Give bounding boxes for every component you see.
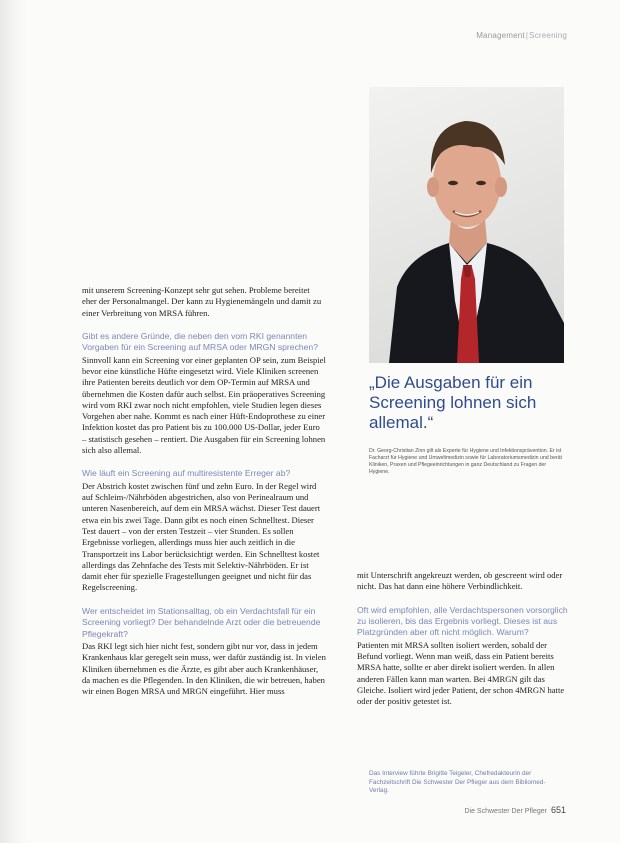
article-paragraph: Patienten mit MRSA sollten isoliert werden, sobald der Befund vorliegt. Wenn man weiß, dass ein Patient bereits MRSA hatte, sollte er aber direkt isoliert werden. In allen anderen Fällen kann man warten. Bei 4MRGN gilt das Gleiche. Isoliert wird jeder Patient, der schon 4MRGN hatte oder der positiv getestet ist. (357, 639, 565, 707)
article-column-left (82, 285, 326, 700)
photo-caption: Dr. Georg-Christian Zinn gilt als Experte für Hygiene und Infektionsprävention. Er ist Facharzt für Hygiene und Umweltmedizin sowie für Laboratoriumsmedizin und berät Kliniken, Praxen und Pflegeeinrichtungen in ganz Deutschland zu Fragen der Hygiene. (369, 448, 562, 475)
binding-shadow (0, 0, 28, 843)
interview-credit: Das Interview führte Brigitte Teigeler, Chefredakteurin der Fachzeitschrift Die Schwester Der Pfleger aus dem Bibliomed-Verlag. (369, 770, 546, 795)
page-footer (464, 805, 566, 815)
running-header (476, 31, 567, 40)
header-separator: | (525, 31, 529, 40)
page-number: 651 (550, 805, 566, 815)
footer-magazine: Die Schwester Der Pfleger (464, 808, 547, 815)
article-paragraph: mit unserem Screening-Konzept sehr gut sehen. Probleme bereitet eher der Personalmangel. Der kann zu Hygienemängeln und damit zu einer Verbreitung von MRSA führen. (82, 285, 322, 318)
interview-question: Oft wird empfohlen, alle Verdachtspersonen vorsorglich zu isolieren, bis das Ergebnis vorliegt. Dieses ist aus Platzgründen aber oft nicht möglich. Warum? (357, 604, 568, 638)
header-subsection: Screening (529, 31, 567, 40)
article-column-right (357, 570, 572, 711)
pull-quote: „Die Ausgaben für ein Screening lohnen sich allemal.“ (369, 373, 537, 432)
portrait-photo (369, 87, 564, 363)
portrait-illustration (369, 87, 564, 363)
article-paragraph: mit Unterschrift angekreuzt werden, ob gescreent wird oder nicht. Das hat dann eine höhere Verbindlichkeit. (357, 570, 563, 592)
interview-question: Wie läuft ein Screening auf multiresistente Erreger ab? (82, 468, 291, 479)
header-section: Management (476, 31, 525, 40)
interview-question: Wer entscheidet im Stationsalltag, ob ein Verdachtsfall für ein Screening vorliegt? Der behandelnde Arzt oder die betreuende Pflegekraft? (82, 605, 321, 639)
article-paragraph: Sinnvoll kann ein Screening vor einer geplanten OP sein, zum Beispiel bevor eine künstliche Hüfte eingesetzt wird. Viele Kliniken screenen ihre Patienten bereits deutlich vor dem OP-Termin auf MRSA und übernehmen die Kosten dafür auch selbst. Ein präoperatives Screening wird vom RKI zwar noch nicht empfohlen, viele Studien legen dieses Vorgehen aber nahe. Kommt es nach einer Hüft-Endoprothese zu einer Infektion kostet das pro Patient bis zu 100.000 US-Dollar, jeder Euro – statistisch gesehen – rentiert. Die Ausgaben für ein Screening lohnen sich also allemal. (82, 354, 326, 456)
article-paragraph: Der Abstrich kostet zwischen fünf und zehn Euro. In der Regel wird auf Schleim-/Nährböden abgestrichen, also von Perinealraum und unteren Nasenbereich, auf dem ein MRSA wächst. Dieser Test dauert etwa ein bis zwei Tage. Dann gibt es noch einen Schnelltest. Dieser Test dauert – von der ersten Testzeit – vier Stunden. Es sollen Ergebnisse vorliegen, allerdings muss hier auch zeitlich in die Transportzeit ins Labor berücksichtigt werden. Ein Schnelltest kostet allerdings das Zehnfache des Tests mit Selektiv-Nährböden. Er ist damit eher für spezielle Fragestellungen geeignet und nicht für das Regelscreening. (82, 480, 321, 593)
interview-question: Gibt es andere Gründe, die neben den vom RKI genannten Vorgaben für ein Screening auf MRSA oder MRGN sprechen? (82, 330, 318, 353)
article-paragraph: Das RKI legt sich hier nicht fest, sondern gibt nur vor, dass in jedem Krankenhaus klar geregelt sein muss, wer dafür zuständig ist. In vielen Kliniken übernehmen es die Ärzte, es gibt aber auch Krankenhäuser, da machen es die Pflegenden. In den Kliniken, die wir betreuen, haben wir einen Bogen MRSA und MRGN eingeführt. Hier muss (82, 640, 326, 697)
